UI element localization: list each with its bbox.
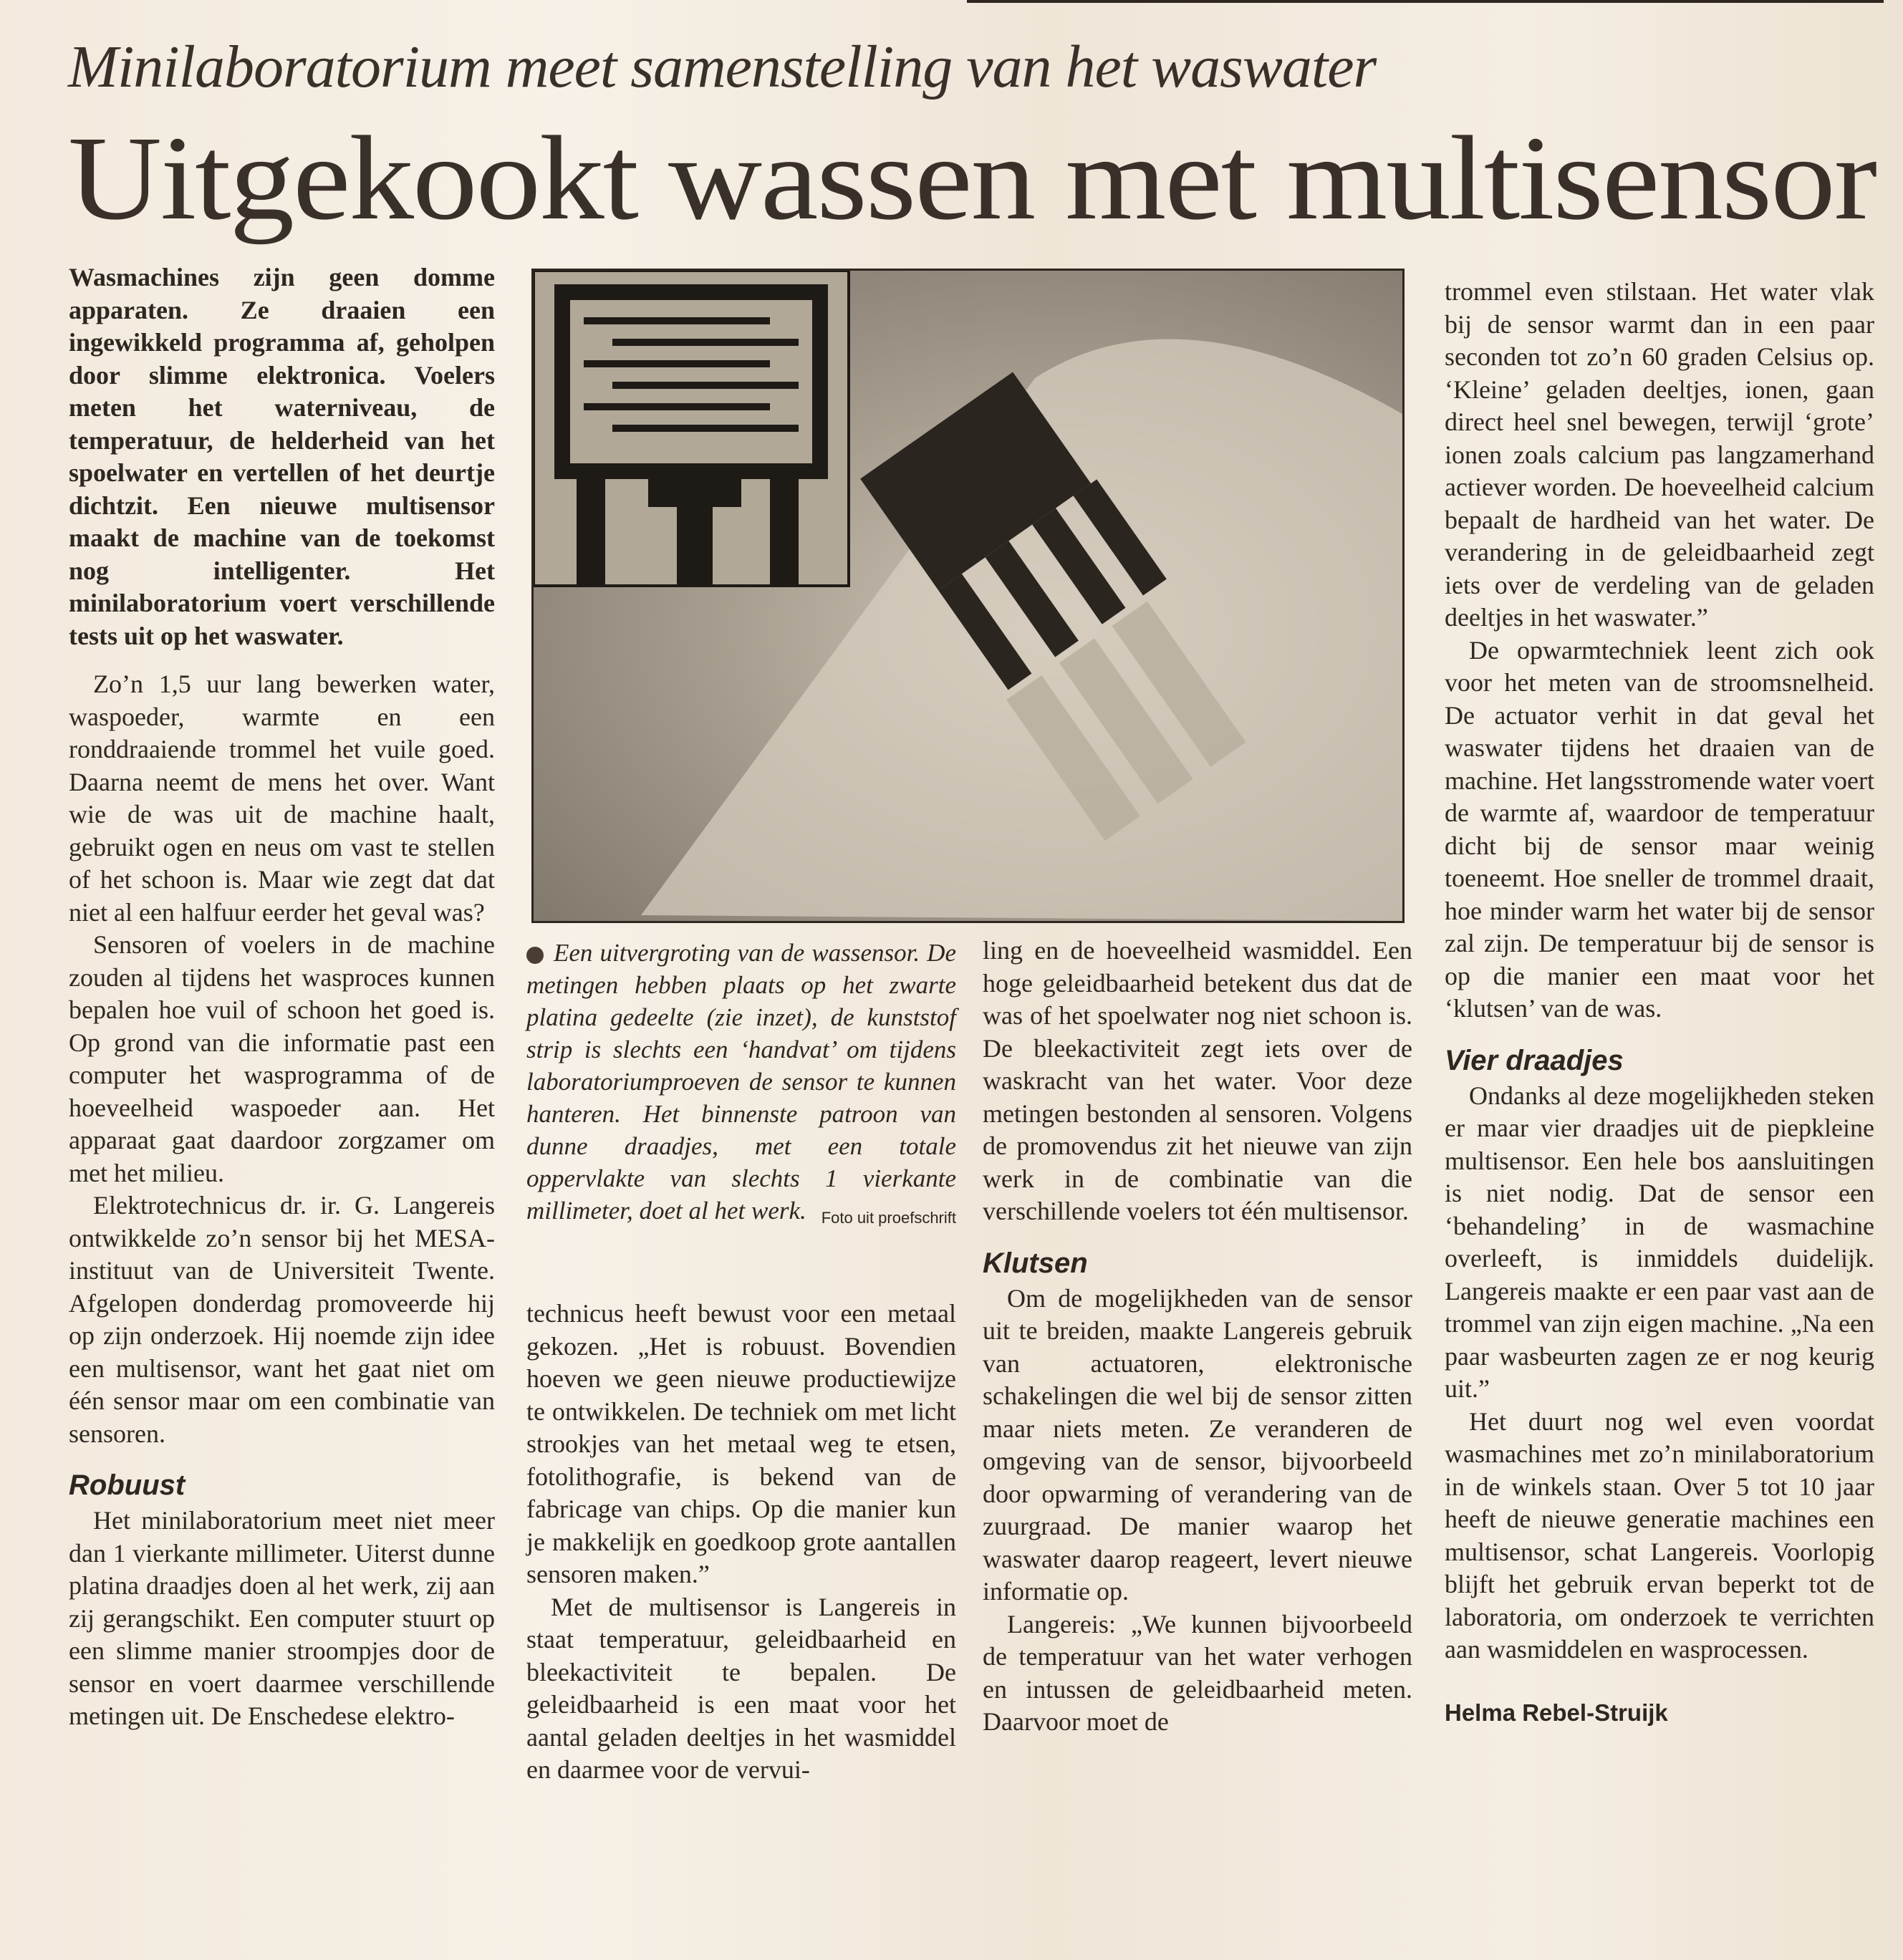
paragraph: Met de multisensor is Langereis in staat temperatuur, geleidbaarheid en bleekactiviteit te bepalen. De geleidbaarheid is een maat voor het aantal geladen deeltjes in het wasmiddel en daarmee voor de vervui-	[526, 1592, 956, 1784]
bullet-icon	[526, 947, 544, 964]
column-4	[1445, 276, 1874, 1729]
main-headline: Uitgekookt wassen met multisensor	[68, 112, 1876, 245]
photo-caption	[526, 937, 956, 1234]
paragraph: Elektrotechnicus dr. ir. G. Langereis ontwikkelde zo’n sensor bij het MESA-instituut van de Universiteit Twente. Afgelopen donderdag promoveerde hij op zijn onderzoek. Hij noemde zijn idee een multisensor, want het gaat niet om één sensor maar om een combinatie van sensoren.	[69, 1191, 495, 1448]
paragraph: Het minilaboratorium meet niet meer dan 1 vierkante millimeter. Uiterst dunne platina draadjes doen al het werk, zij aan zij gerangschikt. Een computer stuurt op een slimme manier stroompjes door de sensor en voert daarmee verschillende metingen uit. De Enschedese elektro-	[69, 1506, 495, 1730]
column-1	[69, 261, 495, 1733]
column-3	[983, 935, 1412, 1739]
author-byline: Helma Rebel-Struijk	[1445, 1699, 1668, 1726]
paragraph: Zo’n 1,5 uur lang bewerken water, waspoeder, warmte en een ronddraaiende trommel het vuile goed. Daarna neemt de mens het over. Want wie de was uit de machine haalt, gebruikt ogen en neus om vast te stellen of het schoon is. Maar wie zegt dat dat niet al een halfuur eerder het geval was?	[69, 670, 495, 927]
paragraph: Langereis: „We kunnen bijvoorbeeld de temperatuur van het water verhogen en intussen de geleidbaarheid meten. Daarvoor moet de	[983, 1609, 1412, 1736]
paragraph: Het duurt nog wel even voordat wasmachines met zo’n minilaboratorium in de winkels staan. Over 5 tot 10 jaar heeft de nieuwe generatie machines een multisensor, schat Langereis. Voorlopig blijft het gebruik ervan beperkt tot de laboratoria, om onderzoek te verrichten aan wasmiddelen en wasprocessen.	[1445, 1406, 1874, 1664]
paragraph: Ondanks al deze mogelijkheden steken er maar vier draadjes uit de piepkleine multisensor. Een hele bos aansluitingen is niet nodig. Dat de sensor een ‘behandeling’ in de wasmachine overleeft, is inmiddels duidelijk. Langereis maakte er een paar vast aan de trommel van zijn eigen machine. „Na een paar wasbeurten zagen ze er nog keurig uit.”	[1445, 1081, 1874, 1403]
paragraph: Sensoren of voelers in de machine zouden al tijdens het wasproces kunnen bepalen hoe vuil of schoon het goed is. Op grond van die informatie past een computer het wasprogramma of de hoeveelheid waspoeder aan. Het apparaat gaat daardoor zorgzamer om met het milieu.	[69, 930, 495, 1187]
sensor-photo-illustration	[534, 271, 1402, 921]
photo-credit: Foto uit proefschrift	[821, 1209, 956, 1227]
subheading-robuust: Robuust	[69, 1469, 186, 1501]
subheading-klutsen: Klutsen	[983, 1247, 1088, 1279]
paragraph: ling en de hoeveelheid wasmiddel. Een hoge geleidbaarheid betekent dus dat de was of het spoelwater nog niet schoon is. De bleekactiviteit zegt iets over de waskracht van het water. Voor deze metingen bestonden al sensoren. Volgens de promovendus zit het nieuwe van zijn werk in de combinatie van die verschillende voelers tot één multisensor.	[983, 936, 1412, 1225]
paragraph: technicus heeft bewust voor een metaal gekozen. „Het is robuust. Bovendien hoeven we geen nieuwe productiewijze te ontwikkelen. De techniek om met licht strookjes van het metaal weg te etsen, fotolithografie, is bekend van de fabricage van chips. Op die manier kun je makkelijk en goedkoop grote aantallen sensoren maken.”	[526, 1299, 956, 1588]
lead-paragraph: Wasmachines zijn geen domme apparaten. Ze draaien een ingewikkeld programma af, geholpen door slimme elektronica. Voelers meten het waterniveau, de temperatuur, de helderheid van het spoelwater en vertellen of het deurtje dichtzit. Een nieuwe multisensor maakt de machine van de toekomst nog intelligenter. Het minilaboratorium voert verschillende tests uit op het waswater.	[69, 263, 495, 650]
paragraph: trommel even stilstaan. Het water vlak bij de sensor warmt dan in een paar seconden tot zo’n 60 graden Celsius op. ‘Kleine’ geladen deeltjes, ionen, gaan direct heel snel bewegen, terwijl ‘grote’ ionen zoals calcium pas langzamerhand actiever worden. De hoeveelheid calcium bepaalt de hardheid van het water. De verandering in de geleidbaarheid zegt iets over de verdeling van de geladen deeltjes in het waswater.”	[1445, 277, 1874, 632]
sensor-photo	[531, 269, 1405, 923]
inset-pattern	[534, 271, 849, 586]
caption-text: Een uitvergroting van de wassensor. De metingen hebben plaats op het zwarte platina gedeelte (zie inzet), de kunststof strip is slechts een ‘handvat’ om tijdens laboratoriumproeven de sensor te kunnen hanteren. Het binnenste patroon van dunne draadjes, met een totale oppervlakte van slechts 1 vierkante millimeter, doet al het werk.	[526, 939, 956, 1225]
top-rule	[967, 0, 1884, 3]
paragraph: Om de mogelijkheden van de sensor uit te breiden, maakte Langereis gebruik van actuatoren, elektronische schakelingen die wel bij de sensor zitten maar niets meten. Ze veranderen de omgeving van de sensor, bijvoorbeeld door opwarming of verandering van de zuurgraad. De manier waarop het waswater daarop reageert, levert nieuwe informatie op.	[983, 1283, 1412, 1606]
paragraph: De opwarmtechniek leent zich ook voor het meten van de stroomsnelheid. De actuator verhit in dat geval het waswater tijdens het draaien van de machine. Het langsstromende water voert de warmte af, waardoor de temperatuur dicht bij de sensor maar weinig toeneemt. Hoe sneller de trommel draait, hoe minder warm het water bij de sensor zal zijn. De temperatuur bij de sensor is op die manier een maat voor het ‘klutsen’ van de was.	[1445, 635, 1874, 1023]
column-2	[526, 1298, 956, 1787]
subheading-vier-draadjes: Vier draadjes	[1445, 1044, 1624, 1076]
kicker-headline: Minilaboratorium meet samenstelling van het waswater	[68, 34, 1377, 100]
